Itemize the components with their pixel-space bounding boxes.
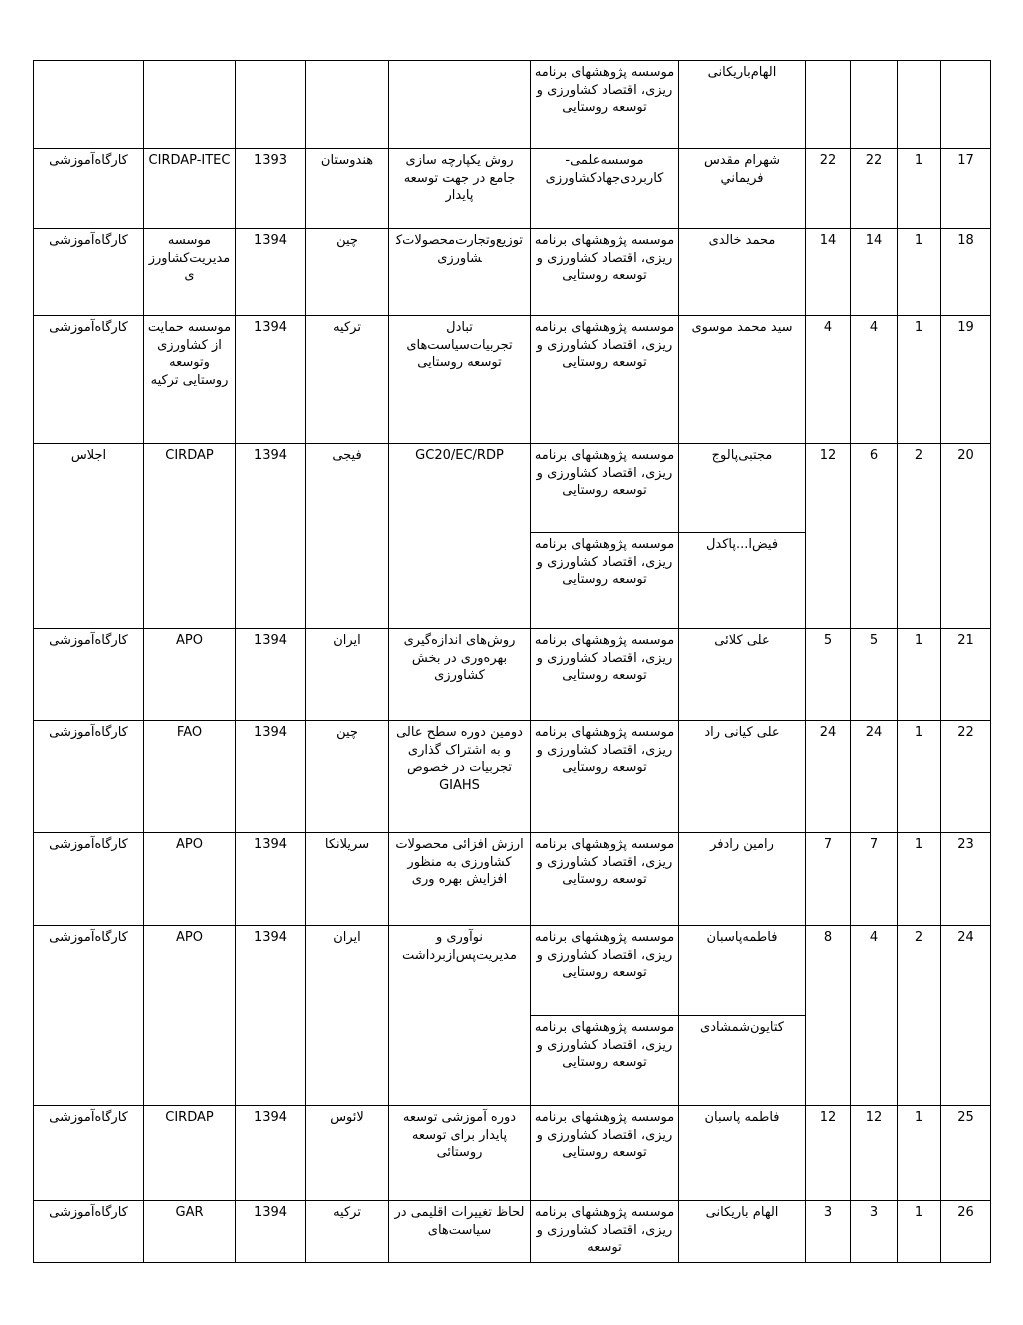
cell-total-days: 24 [806, 721, 851, 833]
cell-country: هندوستان [306, 149, 389, 229]
cell-course-type: کارگاه‌آموزشی [34, 926, 144, 1106]
cell-course-title: GC20/EC/RDP [389, 444, 531, 629]
cell-organizer: APO [144, 629, 236, 721]
cell-row-number: 26 [941, 1201, 991, 1263]
table-row [34, 629, 991, 721]
cell-organizer: CIRDAP [144, 444, 236, 629]
cell-organizer: CIRDAP [144, 1106, 236, 1201]
cell-country: چین [306, 721, 389, 833]
cell-row-number: 22 [941, 721, 991, 833]
cell-participant-name: محمد خالدی [679, 229, 806, 316]
cell-days [851, 61, 898, 149]
cell-institution: موسسه پژوهشهای برنامه ریزی، اقتصاد کشاورزی و توسعه روستایی [531, 1016, 679, 1106]
cell-institution: موسسه پژوهشهای برنامه ریزی، اقتصاد کشاورزی و توسعه [531, 1201, 679, 1263]
cell-days: 7 [851, 833, 898, 926]
training-records-table [33, 60, 991, 1263]
cell-participant-name: مجتبی‌پالوج [679, 444, 806, 533]
cell-year: 1394 [236, 721, 306, 833]
cell-course-type: کارگاه‌آموزشی [34, 721, 144, 833]
cell-days: 12 [851, 1106, 898, 1201]
cell-total-days: 12 [806, 444, 851, 629]
cell-course-type: کارگاه‌آموزشی [34, 833, 144, 926]
cell-organizer: APO [144, 926, 236, 1106]
cell-total-days: 14 [806, 229, 851, 316]
cell-course-title: نوآوری و مدیریت‌پس‌ازبرداشت [389, 926, 531, 1106]
cell-country: فیجی [306, 444, 389, 629]
cell-total-days: 3 [806, 1201, 851, 1263]
cell-course-title [389, 61, 531, 149]
cell-course-title: دوره آموزشی توسعه پایدار برای توسعه روستائی [389, 1106, 531, 1201]
cell-organizer: APO [144, 833, 236, 926]
cell-institution: موسسه پژوهشهای برنامه ریزی، اقتصاد کشاورزی و توسعه روستایی [531, 533, 679, 629]
table-row [34, 1201, 991, 1263]
cell-total-days: 8 [806, 926, 851, 1106]
cell-total-days [806, 61, 851, 149]
cell-total-days: 7 [806, 833, 851, 926]
table-body [34, 61, 991, 1263]
cell-course-title: دومین دوره سطح عالی و به اشتراک گذاری تجربیات در خصوص GIAHS [389, 721, 531, 833]
cell-course-type: کارگاه‌آموزشی [34, 149, 144, 229]
cell-year: 1394 [236, 629, 306, 721]
cell-course-type: اجلاس [34, 444, 144, 629]
cell-country [306, 61, 389, 149]
cell-participant-count: 1 [898, 149, 941, 229]
cell-year: 1394 [236, 833, 306, 926]
cell-institution: موسسه پژوهشهای برنامه ریزی، اقتصاد کشاورزی و توسعه روستایی [531, 229, 679, 316]
cell-days: 4 [851, 316, 898, 444]
cell-course-title: لحاظ تغییرات اقلیمی در سیاست‌های [389, 1201, 531, 1263]
table-row [34, 926, 991, 1016]
cell-course-type: کارگاه‌آموزشی [34, 1106, 144, 1201]
cell-year: 1394 [236, 926, 306, 1106]
cell-row-number: 25 [941, 1106, 991, 1201]
cell-year: 1394 [236, 444, 306, 629]
table-row [34, 149, 991, 229]
cell-year: 1394 [236, 1106, 306, 1201]
cell-country: لائوس [306, 1106, 389, 1201]
cell-institution: موسسه پژوهشهای برنامه ریزی، اقتصاد کشاورزی و توسعه روستایی [531, 1106, 679, 1201]
cell-participant-count: 1 [898, 316, 941, 444]
cell-participant-name: الهام‌باریکانی [679, 61, 806, 149]
table-row [34, 1106, 991, 1201]
cell-course-title: ارزش افزائی محصولات کشاورزی به منظور افزایش بهره وری [389, 833, 531, 926]
cell-organizer: موسسه مدیریت‌کشاورزی [144, 229, 236, 316]
cell-institution: موسسه پژوهشهای برنامه ریزی، اقتصاد کشاورزی و توسعه روستایی [531, 833, 679, 926]
cell-row-number: 19 [941, 316, 991, 444]
cell-total-days: 22 [806, 149, 851, 229]
cell-course-type: کارگاه‌آموزشی [34, 629, 144, 721]
cell-year: 1394 [236, 229, 306, 316]
cell-course-type: کارگاه‌آموزشی [34, 1201, 144, 1263]
cell-course-type [34, 61, 144, 149]
cell-days: 14 [851, 229, 898, 316]
cell-organizer [144, 61, 236, 149]
cell-participant-name: سید محمد موسوی [679, 316, 806, 444]
cell-course-type: کارگاه‌آموزشی [34, 316, 144, 444]
cell-days: 6 [851, 444, 898, 629]
cell-participant-count: 2 [898, 926, 941, 1106]
cell-institution: موسسه پژوهشهای برنامه ریزی، اقتصاد کشاورزی و توسعه روستایی [531, 316, 679, 444]
cell-year [236, 61, 306, 149]
cell-country: سریلانکا [306, 833, 389, 926]
cell-course-title: توزیع‌وتجارت‌محصولات‌کشاورزی [389, 229, 531, 316]
cell-participant-name: شهرام مقدس فریماني [679, 149, 806, 229]
cell-participant-name: کتایون‌شمشادی [679, 1016, 806, 1106]
cell-participant-name: فاطمه پاسبان [679, 1106, 806, 1201]
cell-institution: موسسه پژوهشهای برنامه ریزی، اقتصاد کشاورزی و توسعه روستایی [531, 721, 679, 833]
cell-country: ایران [306, 926, 389, 1106]
table-row [34, 444, 991, 533]
cell-days: 4 [851, 926, 898, 1106]
cell-days: 24 [851, 721, 898, 833]
cell-course-title: روش یکپارچه سازی جامع در جهت توسعه پایدار [389, 149, 531, 229]
cell-course-type: کارگاه‌آموزشی [34, 229, 144, 316]
cell-organizer: CIRDAP-ITEC [144, 149, 236, 229]
table-row [34, 316, 991, 444]
cell-row-number: 17 [941, 149, 991, 229]
cell-days: 22 [851, 149, 898, 229]
cell-course-title: روش‌های اندازه‌گیری بهره‌وری در بخش کشاورزی [389, 629, 531, 721]
cell-participant-name: علی کلائی [679, 629, 806, 721]
cell-row-number: 24 [941, 926, 991, 1106]
table-row [34, 721, 991, 833]
table-row [34, 833, 991, 926]
cell-participant-count: 1 [898, 1106, 941, 1201]
cell-participant-count: 1 [898, 833, 941, 926]
cell-country: چین [306, 229, 389, 316]
cell-participant-name: الهام باریکانی [679, 1201, 806, 1263]
cell-row-number [941, 61, 991, 149]
cell-institution: موسسه پژوهشهای برنامه ریزی، اقتصاد کشاورزی و توسعه روستایی [531, 629, 679, 721]
cell-organizer: GAR [144, 1201, 236, 1263]
cell-participant-name: رامین رادفر [679, 833, 806, 926]
cell-total-days: 4 [806, 316, 851, 444]
table-row [34, 61, 991, 149]
table-row [34, 229, 991, 316]
cell-days: 3 [851, 1201, 898, 1263]
cell-row-number: 21 [941, 629, 991, 721]
cell-row-number: 20 [941, 444, 991, 629]
cell-institution: موسسه پژوهشهای برنامه ریزی، اقتصاد کشاورزی و توسعه روستایی [531, 444, 679, 533]
cell-participant-count: 1 [898, 229, 941, 316]
cell-participant-name: فاطمه‌پاسبان [679, 926, 806, 1016]
cell-total-days: 5 [806, 629, 851, 721]
cell-organizer: موسسه حمایت از کشاورزی وتوسعه روستایی ترکیه [144, 316, 236, 444]
cell-course-title: تبادل تجربیات‌سیاست‌های توسعه روستایی [389, 316, 531, 444]
cell-institution: موسسه‌علمی-کاربردی‌جهادکشاورزی [531, 149, 679, 229]
cell-row-number: 18 [941, 229, 991, 316]
cell-participant-name: فیض‌ا...پاکدل [679, 533, 806, 629]
cell-institution: موسسه پژوهشهای برنامه ریزی، اقتصاد کشاورزی و توسعه روستایی [531, 61, 679, 149]
cell-participant-count: 2 [898, 444, 941, 629]
cell-country: ترکیه [306, 1201, 389, 1263]
cell-days: 5 [851, 629, 898, 721]
cell-row-number: 23 [941, 833, 991, 926]
cell-participant-count: 1 [898, 1201, 941, 1263]
cell-country: ایران [306, 629, 389, 721]
cell-participant-count [898, 61, 941, 149]
cell-participant-count: 1 [898, 721, 941, 833]
cell-country: ترکیه [306, 316, 389, 444]
cell-year: 1393 [236, 149, 306, 229]
cell-participant-count: 1 [898, 629, 941, 721]
cell-participant-name: علی کیانی راد [679, 721, 806, 833]
cell-year: 1394 [236, 316, 306, 444]
cell-year: 1394 [236, 1201, 306, 1263]
cell-organizer: FAO [144, 721, 236, 833]
cell-total-days: 12 [806, 1106, 851, 1201]
cell-institution: موسسه پژوهشهای برنامه ریزی، اقتصاد کشاورزی و توسعه روستایی [531, 926, 679, 1016]
